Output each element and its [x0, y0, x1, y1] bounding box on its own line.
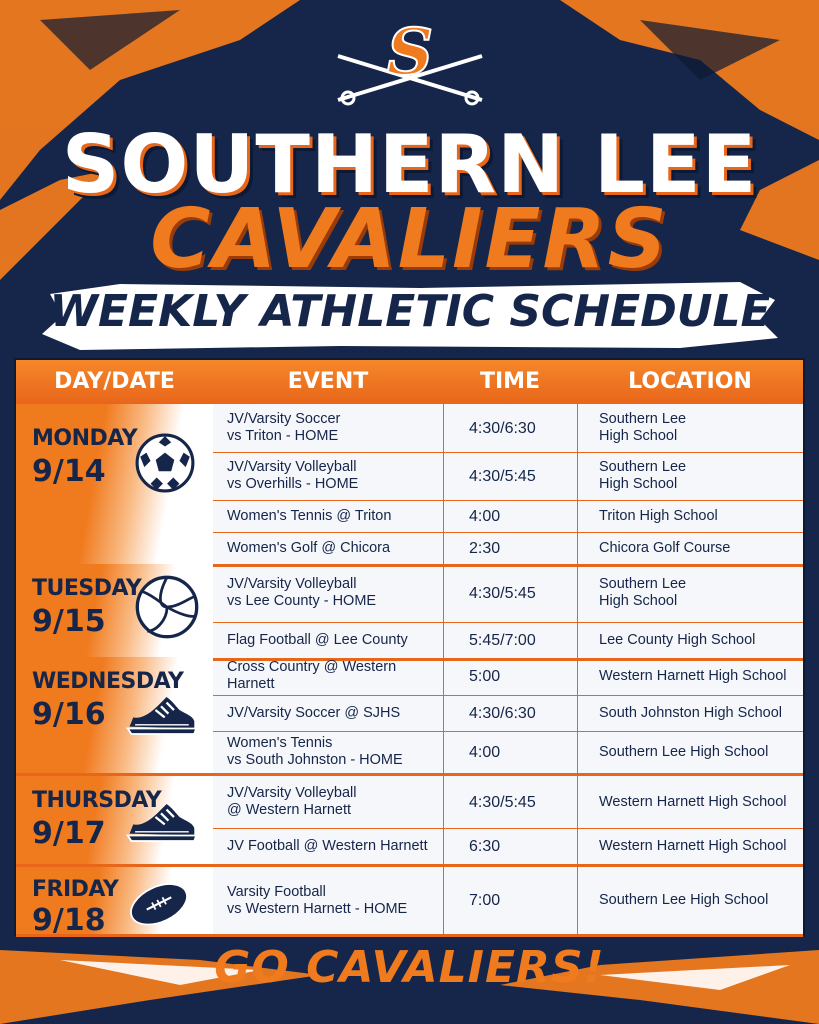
event-text: vs South Johnston - HOME [227, 752, 403, 768]
day-date: 9/14 [32, 454, 106, 489]
schedule-table [16, 360, 803, 934]
event-cell [227, 828, 441, 864]
location-text: Southern Lee [599, 411, 687, 427]
day-date: 9/18 [32, 903, 106, 934]
time-cell: 7:00 [469, 892, 501, 909]
day-cell [16, 404, 213, 564]
table-row [213, 532, 803, 564]
time-cell: 4:30/6:30 [469, 704, 536, 722]
footer-slogan: GO CAVALIERS! [214, 942, 605, 993]
day-name: FRIDAY [32, 877, 119, 902]
event-cell [227, 622, 441, 658]
day-cell [16, 564, 213, 658]
location-text: Western Harnett High School [599, 837, 787, 854]
day-group-wednesday [16, 657, 803, 776]
time-cell: 5:45/7:00 [469, 631, 536, 649]
football-icon [124, 877, 194, 932]
day-name: THURSDAY [32, 788, 162, 813]
event-text: Women's Tennis @ Triton [227, 507, 392, 524]
column-divider [577, 404, 578, 934]
event-text: vs Overhills - HOME [227, 476, 359, 492]
running-shoe-icon [124, 790, 198, 848]
location-text: South Johnston High School [599, 704, 782, 721]
day-name: WEDNESDAY [32, 669, 184, 694]
location-text: Southern Lee High School [599, 892, 769, 908]
event-text: JV/Varsity Volleyball [227, 785, 357, 801]
location-text: Western Harnett High School [599, 793, 787, 810]
location-cell [599, 867, 803, 934]
time-cell: 5:00 [469, 667, 501, 685]
event-text: @ Western Harnett [227, 802, 352, 818]
time-cell: 4:30/5:45 [469, 793, 536, 811]
day-group-monday [16, 404, 803, 567]
table-row [213, 776, 803, 828]
event-text: Women's Tennis [227, 735, 333, 751]
column-header-location: LOCATION [628, 369, 752, 394]
location-cell [599, 828, 803, 864]
location-text: High School [599, 593, 678, 609]
column-divider [213, 404, 214, 934]
day-name: MONDAY [32, 426, 138, 451]
time-cell: 6:30 [469, 837, 501, 855]
table-row [213, 867, 803, 934]
subtitle-weekly-schedule: WEEKLY ATHLETIC SCHEDULE [49, 286, 771, 337]
table-row [213, 452, 803, 500]
location-cell [599, 657, 803, 695]
day-cell [16, 776, 213, 864]
event-cell [227, 564, 441, 622]
time-cell: 4:30/5:45 [469, 467, 536, 485]
location-text: High School [599, 428, 678, 444]
title-cavaliers: CAVALIERS [150, 192, 669, 287]
day-group-thursday [16, 776, 803, 867]
event-cell [227, 657, 441, 695]
location-text: Lee County High School [599, 631, 756, 648]
location-text: High School [599, 476, 678, 492]
table-header-row [16, 360, 803, 404]
location-cell [599, 500, 803, 532]
event-text: JV/Varsity Volleyball [227, 576, 357, 592]
day-date: 9/17 [32, 816, 106, 851]
event-text: Women's Golf @ Chicora [227, 539, 391, 556]
southern-lee-logo-icon [318, 8, 502, 108]
column-header-time: TIME [479, 369, 541, 394]
volleyball-icon [134, 574, 200, 640]
event-text: vs Western Harnett - HOME [227, 900, 408, 917]
location-text: Southern Lee [599, 459, 687, 475]
table-row [213, 564, 803, 622]
location-cell [599, 404, 803, 452]
event-text: JV/Varsity Soccer [227, 411, 341, 427]
table-row [213, 500, 803, 532]
location-text: Chicora Golf Course [599, 539, 731, 556]
location-text: Western Harnett High School [599, 667, 787, 684]
location-cell [599, 452, 803, 500]
event-cell [227, 776, 441, 828]
time-cell: 4:00 [469, 507, 501, 525]
time-cell: 2:30 [469, 539, 501, 557]
day-cell [16, 657, 213, 773]
svg-text:S: S [386, 15, 434, 90]
location-text: Triton High School [599, 507, 718, 524]
location-cell [599, 532, 803, 564]
running-shoe-icon [124, 683, 198, 741]
location-cell [599, 564, 803, 622]
subtitle-banner [40, 280, 780, 352]
event-cell [227, 532, 441, 564]
location-cell [599, 731, 803, 773]
event-cell [227, 695, 441, 731]
location-text: Southern Lee [599, 576, 687, 592]
event-text: vs Triton - HOME [227, 428, 339, 444]
event-text: JV/Varsity Soccer @ SJHS [227, 704, 401, 721]
event-cell [227, 867, 441, 934]
location-cell [599, 695, 803, 731]
event-cell [227, 452, 441, 500]
title-southern-lee: SOUTHERN LEE [61, 118, 758, 211]
day-cell [16, 867, 213, 934]
table-row [213, 731, 803, 773]
day-group-friday [16, 867, 803, 937]
event-text: JV Football @ Western Harnett [227, 837, 428, 854]
time-cell: 4:00 [469, 743, 501, 761]
event-text: Varsity Football [227, 883, 326, 900]
time-cell: 4:30/5:45 [469, 584, 536, 602]
location-cell [599, 776, 803, 828]
day-group-tuesday [16, 564, 803, 661]
event-cell [227, 404, 441, 452]
table-row [213, 695, 803, 731]
day-date: 9/15 [32, 604, 106, 639]
event-cell [227, 500, 441, 532]
table-row [213, 657, 803, 695]
soccer-ball-icon [134, 432, 196, 494]
location-cell [599, 622, 803, 658]
table-row [213, 622, 803, 658]
column-divider [443, 404, 444, 934]
location-text: Southern Lee High School [599, 743, 769, 760]
event-text: Flag Football @ Lee County [227, 631, 408, 648]
day-name: TUESDAY [32, 576, 142, 601]
time-cell: 4:30/6:30 [469, 419, 536, 437]
event-text: vs Lee County - HOME [227, 593, 377, 609]
event-text: Cross Country @ Western Harnett [227, 659, 397, 692]
table-row [213, 404, 803, 452]
day-date: 9/16 [32, 697, 106, 732]
table-row [213, 828, 803, 864]
event-cell [227, 731, 441, 773]
column-header-event: EVENT [287, 369, 369, 394]
column-header-day-date: DAY/DATE [54, 369, 175, 394]
event-text: JV/Varsity Volleyball [227, 459, 357, 475]
